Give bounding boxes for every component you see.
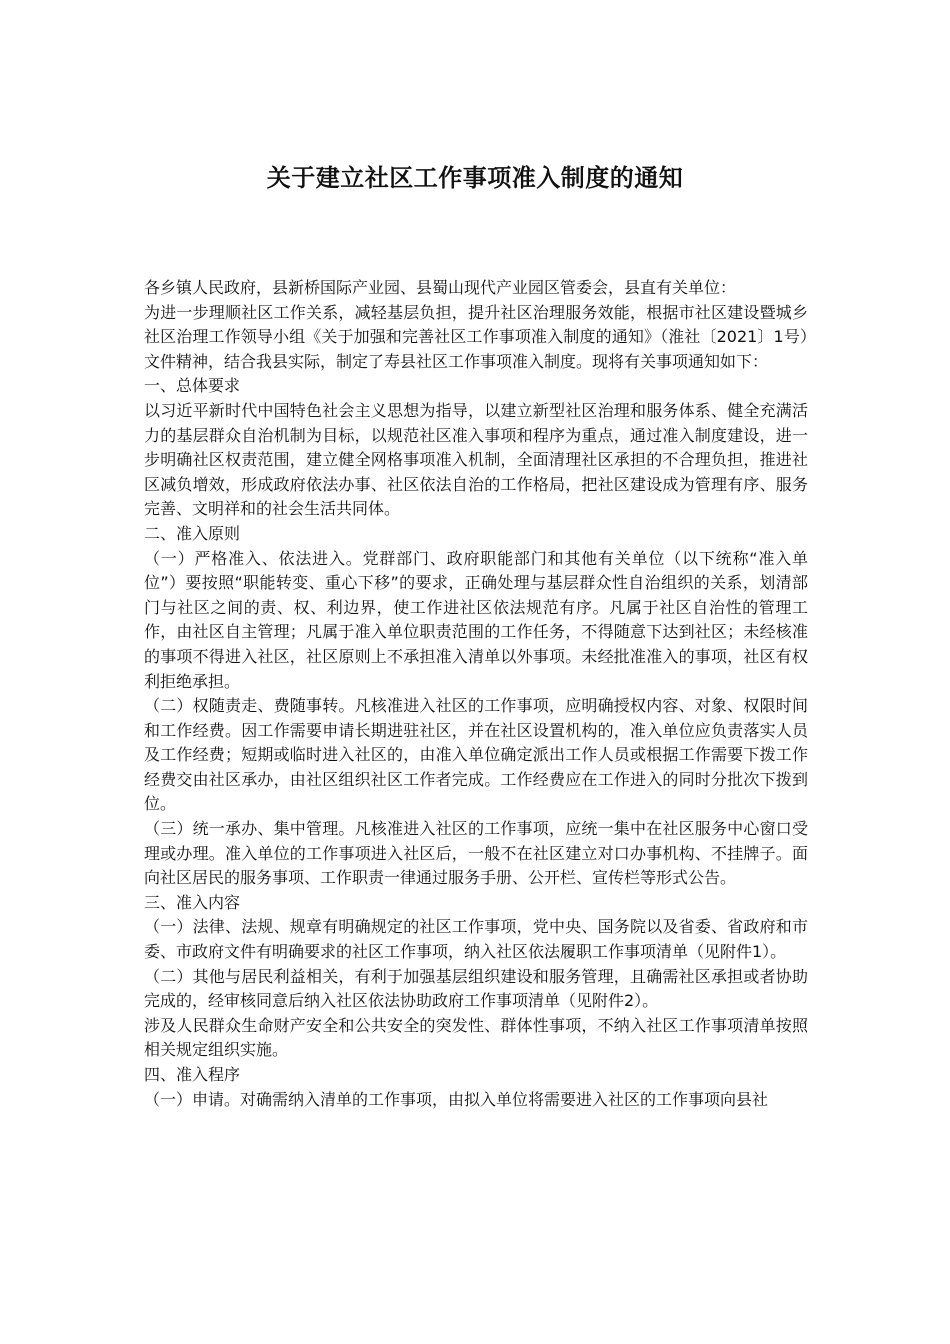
document-body <box>144 276 808 1112</box>
paragraph-content-exception: 涉及人民群众生命财产安全和公共安全的突发性、群体性事项，不纳入社区工作事项清单按照相关规定组织实施。 <box>144 1015 808 1060</box>
paragraph-content-1: （一）法律、法规、规章有明确规定的社区工作事项，党中央、国务院以及省委、省政府和市委、市政府文件有明确要求的社区工作事项，纳入社区依法履职工作事项清单（见附件1）。 <box>144 917 808 962</box>
paragraph-principle-3: （三）统一承办、集中管理。凡核准进入社区的工作事项，应统一集中在社区服务中心窗口受理或办理。准入单位的工作事项进入社区后，一般不在社区建立对口办事机构、不挂牌子。面向社区居民的服务事项、工作职责一律通过服务手册、公开栏、宣传栏等形式公告。 <box>144 819 808 888</box>
heading-admission-principles: 二、准入原则 <box>144 523 241 543</box>
paragraph-preamble: 为进一步理顺社区工作关系，减轻基层负担，提升社区治理服务效能，根据市社区建设暨城乡社区治理工作领导小组《关于加强和完善社区工作事项准入制度的通知》（淮社〔2021〕1号）文件精神，结合我县实际，制定了寿县社区工作事项准入制度。现将有关事项通知如下： <box>144 302 808 371</box>
heading-general-requirements: 一、总体要求 <box>144 376 241 396</box>
paragraph-principle-2: （二）权随责走、费随事转。凡核准进入社区的工作事项，应明确授权内容、对象、权限时间和工作经费。因工作需要申请长期进驻社区，并在社区设置机构的，准入单位应负责落实人员及工作经费；短期或临时进入社区的，由准入单位确定派出工作人员或根据工作需要下拨工作经费交由社区承办，由社区组织社区工作者完成。工作经费应在工作进入的同时分批次下拨到位。 <box>144 696 808 814</box>
heading-admission-procedure: 四、准入程序 <box>144 1065 241 1084</box>
document-title: 关于建立社区工作事项准入制度的通知 <box>266 164 684 192</box>
paragraph-addressees: 各乡镇人民政府，县新桥国际产业园、县蜀山现代产业园区管委会，县直有关单位： <box>144 278 737 297</box>
heading-admission-content: 三、准入内容 <box>144 892 241 912</box>
paragraph-content-2: （二）其他与居民利益相关，有利于加强基层组织建设和服务管理，且确需社区承担或者协助完成的，经审核同意后纳入社区依法协助政府工作事项清单（见附件2）。 <box>144 966 808 1011</box>
paragraph-general-requirements: 以习近平新时代中国特色社会主义思想为指导，以建立新型社区治理和服务体系、健全充满活力的基层群众自治机制为目标，以规范社区准入事项和程序为重点，通过准入制度建设，进一步明确社区权责范围，建立健全网格事项准入机制，全面清理社区承担的不合理负担，推进社区减负增效，形成政府依法办事、社区依法自治的工作格局，把社区建设成为管理有序、服务完善、文明祥和的社会生活共同体。 <box>144 400 808 519</box>
paragraph-procedure-1: （一）申请。对确需纳入清单的工作事项，由拟入单位将需要进入社区的工作事项向县社 <box>144 1089 769 1109</box>
paragraph-principle-1: （一）严格准入、依法进入。党群部门、政府职能部门和其他有关单位（以下统称“准入单位”）要按照“职能转变、重心下移”的要求，正确处理与基层群众性自治组织的关系，划清部门与社区之间的责、权、利边界，使工作进社区依法规范有序。凡属于社区自治性的管理工作，由社区自主管理；凡属于准入单位职责范围的工作任务，不得随意下达到社区；未经核准的事项不得进入社区，社区原则上不承担准入清单以外事项。未经批准准入的事项，社区有权利拒绝承担。 <box>144 548 808 691</box>
